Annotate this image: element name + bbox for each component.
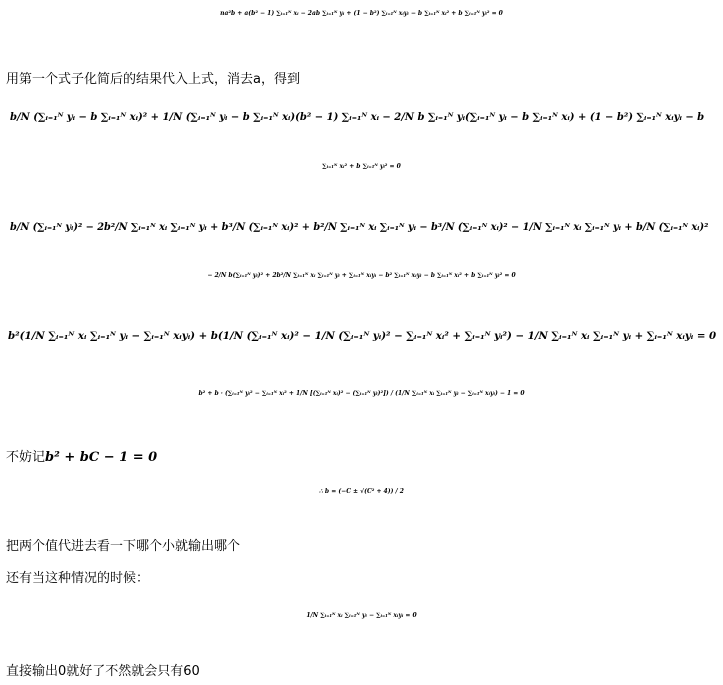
text-special-case: 还有当这种情况的时候： bbox=[6, 571, 150, 586]
equation-4: b²(1/N ∑ᵢ₌₁ᴺ xᵢ ∑ᵢ₌₁ᴺ yᵢ − ∑ᵢ₌₁ᴺ xᵢyᵢ) + b(1/N (∑ᵢ₌₁ᴺ xᵢ)² − 1/N (∑ᵢ₌₁ᴺ yᵢ)² − ∑ᵢ₌₁ᴺ xᵢ² + ∑ᵢ₌₁ᴺ yᵢ²) − 1/N ∑ᵢ₌₁ᴺ xᵢ ∑ᵢ₌₁ᴺ yᵢ + ∑ᵢ₌₁ᴺ xᵢyᵢ = 0 bbox=[8, 330, 717, 342]
equation-2-line-1: b/N (∑ᵢ₌₁ᴺ yᵢ − b ∑ᵢ₌₁ᴺ xᵢ)² + 1/N (∑ᵢ₌₁ᴺ yᵢ − b ∑ᵢ₌₁ᴺ xᵢ)(b² − 1) ∑ᵢ₌₁ᴺ xᵢ − 2/N b ∑ᵢ₌₁ᴺ yᵢ(∑ᵢ₌₁ᴺ yᵢ − b ∑ᵢ₌₁ᴺ xᵢ) + (1 − b²) ∑ᵢ₌₁ᴺ xᵢyᵢ − b bbox=[10, 112, 705, 123]
equation-3-line-2: − 2/N b(∑ᵢ₌₁ᴺ yᵢ)² + 2b²/N ∑ᵢ₌₁ᴺ xᵢ ∑ᵢ₌₁ᴺ yᵢ + ∑ᵢ₌₁ᴺ xᵢyᵢ − b² ∑ᵢ₌₁ᴺ xᵢyᵢ − b ∑ᵢ₌₁ᴺ xᵢ² + b ∑ᵢ₌₁ᴺ yᵢ² = 0 bbox=[207, 272, 516, 279]
let-c-line bbox=[6, 446, 157, 465]
equation-6-solution: ∴ b = (−C ± √(C² + 4)) / 2 bbox=[319, 488, 404, 495]
let-c-prefix: 不妨记 bbox=[6, 450, 46, 465]
equation-7: 1/N ∑ᵢ₌₁ᴺ xᵢ ∑ᵢ₌₁ᴺ yᵢ − ∑ᵢ₌₁ᴺ xᵢyᵢ = 0 bbox=[306, 612, 417, 619]
text-substitute: 用第一个式子化简后的结果代入上式，消去a，得到 bbox=[6, 72, 300, 87]
equation-5: b² + b · (∑ᵢ₌₁ᴺ yᵢ² − ∑ᵢ₌₁ᴺ xᵢ² + 1/N [(∑ᵢ₌₁ᴺ xᵢ)² − (∑ᵢ₌₁ᴺ yᵢ)²]) / (1/N ∑ᵢ₌₁ᴺ xᵢ ∑ᵢ₌₁ᴺ yᵢ − ∑ᵢ₌₁ᴺ xᵢyᵢ) − 1 = 0 bbox=[198, 390, 525, 397]
equation-2-line-2: ∑ᵢ₌₁ᴺ xᵢ² + b ∑ᵢ₌₁ᴺ yᵢ² = 0 bbox=[322, 163, 401, 170]
text-try-both: 把两个值代进去看一下哪个小就输出哪个 bbox=[6, 539, 241, 554]
text-direct-output: 直接输出0就好了不然就会只有60 bbox=[6, 664, 200, 679]
equation-1: na²b + a(b² − 1) ∑ᵢ₌₁ᴺ xᵢ − 2ab ∑ᵢ₌₁ᴺ yᵢ + (1 − b²) ∑ᵢ₌₁ᴺ xᵢyᵢ − b ∑ᵢ₌₁ᴺ xᵢ² + b ∑ᵢ₌₁ᴺ yᵢ² = 0 bbox=[220, 10, 503, 17]
let-c-formula: b² + bC − 1 = 0 bbox=[45, 450, 158, 465]
equation-3-line-1: b/N (∑ᵢ₌₁ᴺ yᵢ)² − 2b²/N ∑ᵢ₌₁ᴺ xᵢ ∑ᵢ₌₁ᴺ yᵢ + b³/N (∑ᵢ₌₁ᴺ xᵢ)² + b²/N ∑ᵢ₌₁ᴺ xᵢ ∑ᵢ₌₁ᴺ yᵢ − b³/N (∑ᵢ₌₁ᴺ xᵢ)² − 1/N ∑ᵢ₌₁ᴺ xᵢ ∑ᵢ₌₁ᴺ yᵢ + b/N (∑ᵢ₌₁ᴺ xᵢ)² bbox=[10, 222, 709, 233]
